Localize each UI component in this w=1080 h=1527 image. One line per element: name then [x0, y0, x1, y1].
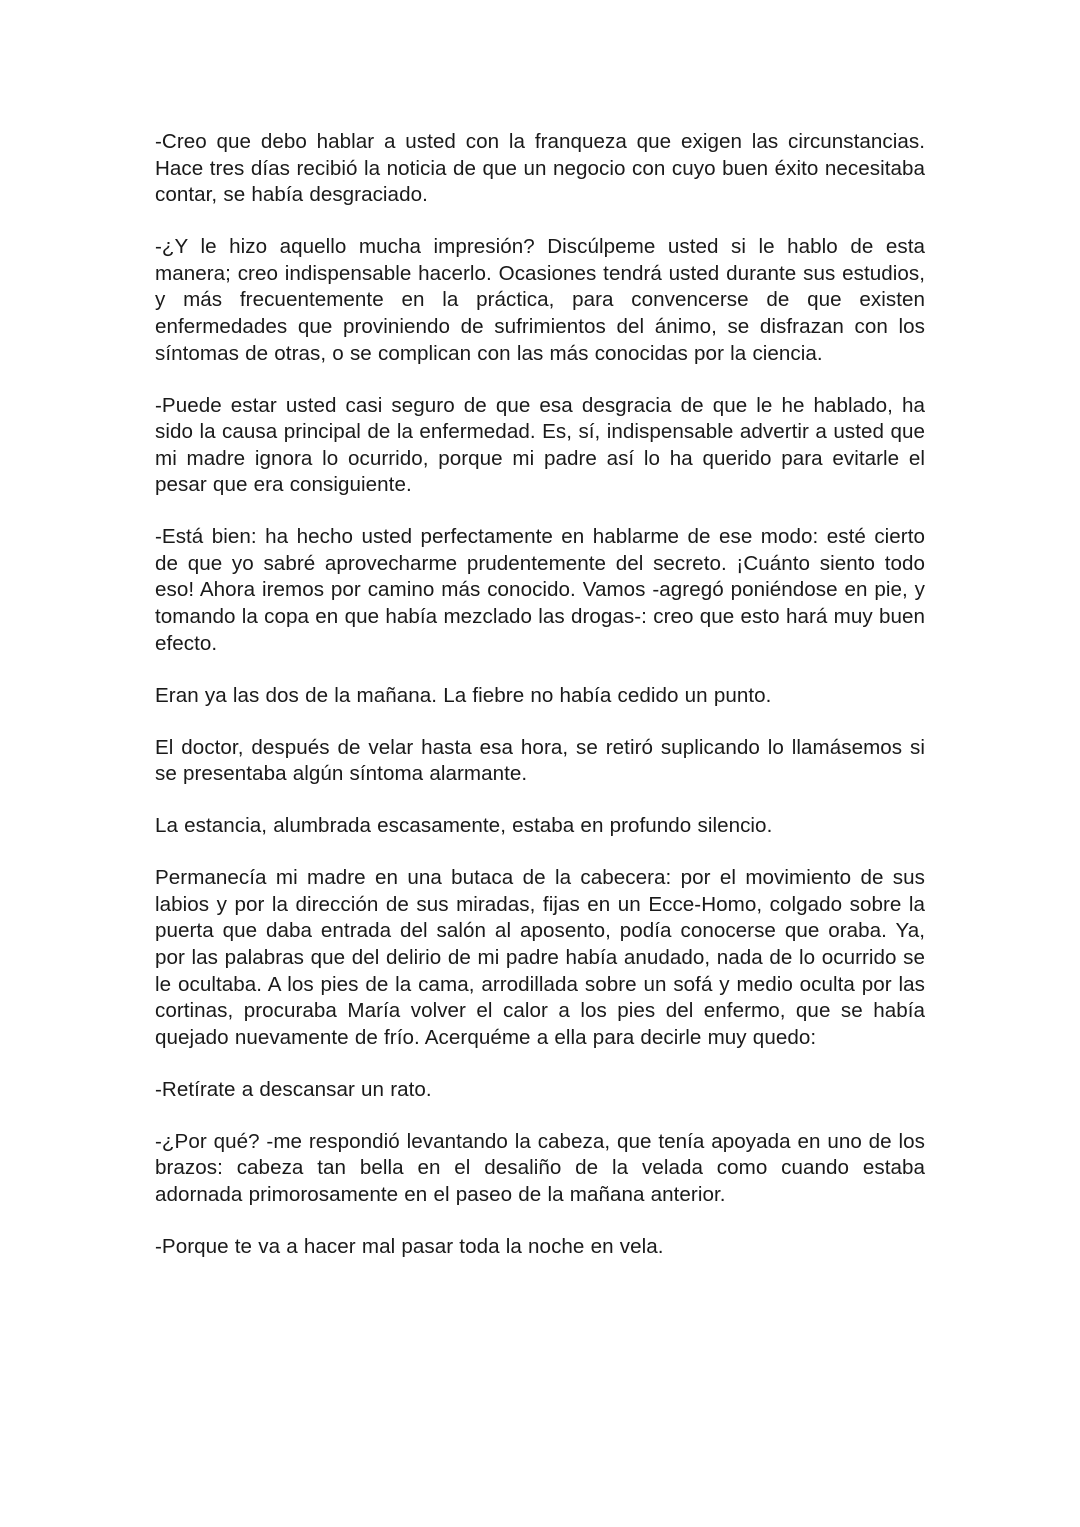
paragraph-noche-en-vela: -Porque te va a hacer mal pasar toda la noche en vela.: [155, 1234, 664, 1258]
paragraph-doctor-se-retiro: El doctor, después de velar hasta esa hora, se retiró suplicando lo llamásemos si se presentaba algún síntoma alarmante.: [155, 735, 925, 786]
paragraph-doctor-franqueza: -Creo que debo hablar a usted con la franqueza que exigen las circunstancias. Hace tres días recibió la noticia de que un negocio con cuyo buen éxito necesitaba contar, se había desgraciado.: [155, 130, 925, 207]
paragraph-dos-de-la-manana: Eran ya las dos de la mañana. La fiebre no había cedido un punto.: [155, 683, 772, 707]
paragraph-retirate: -Retírate a descansar un rato.: [155, 1077, 432, 1101]
paragraph-estancia-silencio: La estancia, alumbrada escasamente, estaba en profundo silencio.: [155, 814, 773, 838]
paragraph-por-que: -¿Por qué? -me respondió levantando la cabeza, que tenía apoyada en uno de los brazos: cabeza tan bella en el desaliño de la velada como cuando estaba adornada primorosamente en el paseo de la mañana anterior.: [155, 1129, 925, 1206]
paragraph-causa-enfermedad: -Puede estar usted casi seguro de que esa desgracia de que le he hablado, ha sido la causa principal de la enfermedad. Es, sí, indispensable advertir a usted que mi madre ignora lo ocurrido, porque mi padre así lo ha querido para evitarle el pesar que era consiguiente.: [155, 393, 925, 497]
document-page: [155, 129, 925, 1286]
paragraph-madre-orando: Permanecía mi madre en una butaca de la cabecera: por el movimiento de sus labios y por la dirección de sus miradas, fijas en un Ecce-Homo, colgado sobre la puerta que daba entrada del salón al aposento, podía conocerse que oraba. Ya, por las palabras que del delirio de mi padre había anudado, nada de lo ocurrido se le ocultaba. A los pies de la cama, arrodillada sobre un sofá y medio oculta por las cortinas, procuraba María volver el calor a los pies del enfermo, que se había quejado nuevamente de frío. Acerquéme a ella para decirle muy quedo:: [155, 866, 925, 1049]
paragraph-impresion: -¿Y le hizo aquello mucha impresión? Discúlpeme usted si le hablo de esta manera; creo indispensable hacerlo. Ocasiones tendrá usted durante sus estudios, y más frecuentemente en la práctica, para convencerse de que existen enfermedades que proviniendo de sufrimientos del ánimo, se disfrazan con los síntomas de otras, o se complican con las más conocidas por la ciencia.: [155, 235, 925, 365]
paragraph-esta-bien: -Está bien: ha hecho usted perfectamente en hablarme de ese modo: esté cierto de que yo sabré aprovecharme prudentemente del secreto. ¡Cuánto siento todo eso! Ahora iremos por camino más conocido. Vamos -agregó poniéndose en pie, y tomando la copa en que había mezclado las drogas-: creo que esto hará muy buen efecto.: [155, 525, 925, 655]
